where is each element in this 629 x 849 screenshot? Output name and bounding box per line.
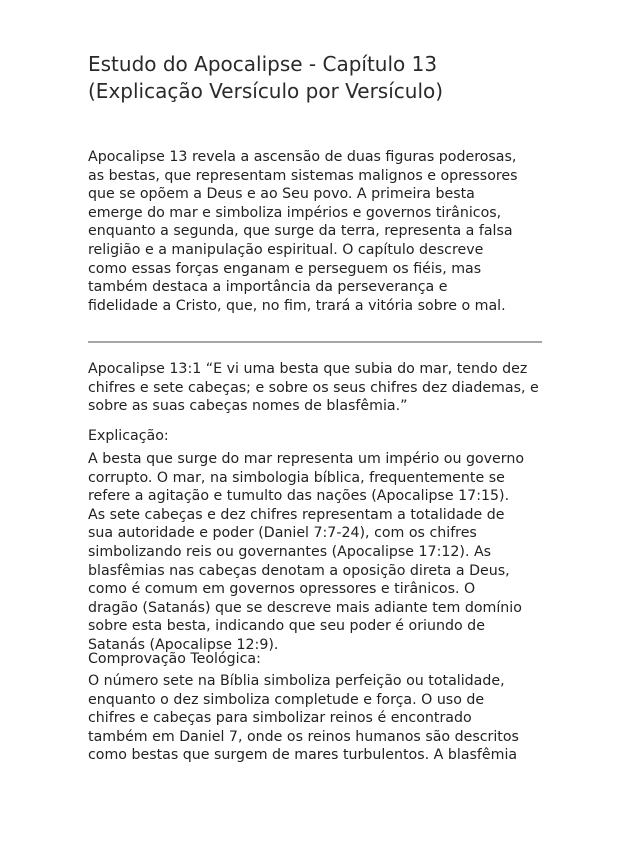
- verse-line: sobre as suas cabeças nomes de blasfêmia.”: [88, 398, 408, 415]
- verse-paragraph: [88, 360, 558, 416]
- theology-line: também em Daniel 7, onde os reinos humanos são descritos: [88, 728, 519, 745]
- intro-line: emerge do mar e simboliza impérios e governos tirânicos,: [88, 204, 502, 221]
- section-divider: [88, 341, 542, 343]
- explanation-line: dragão (Satanás) que se descreve mais adiante tem domínio: [88, 599, 522, 616]
- verse-line: Apocalipse 13:1 “E vi uma besta que subia do mar, tendo dez: [88, 361, 528, 377]
- title-line: Estudo do Apocalipse - Capítulo 13: [88, 52, 438, 76]
- verse-line: chifres e sete cabeças; e sobre os seus chifres dez diademas, e: [88, 379, 539, 396]
- explanation-line: A besta que surge do mar representa um império ou governo: [88, 451, 525, 467]
- theology-line: como bestas que surgem de mares turbulentos. A blasfêmia: [88, 747, 518, 764]
- explanation-heading: Explicação:: [88, 428, 169, 444]
- explanation-line: sua autoridade e poder (Daniel 7:7-24), com os chifres: [88, 525, 477, 542]
- explanation-line: sobre esta besta, indicando que seu poder é oriundo de: [88, 618, 485, 635]
- intro-line: também destaca a importância da perseverança e: [88, 279, 448, 296]
- explanation-line: como é comum em governos opressores e tirânicos. O: [88, 581, 476, 598]
- theology-line: enquanto o dez simboliza completude e força. O uso de: [88, 691, 485, 708]
- intro-line: religião e a manipulação espiritual. O capítulo descreve: [88, 241, 484, 258]
- explanation-line: corrupto. O mar, na simbologia bíblica, frequentemente se: [88, 469, 505, 486]
- explanation-line: blasfêmias nas cabeças denotam a oposição direta a Deus,: [88, 562, 510, 579]
- theology-paragraph: [88, 672, 558, 765]
- intro-line: fidelidade a Cristo, que, no fim, trará a vitória sobre o mal.: [88, 297, 506, 314]
- page-title: [88, 51, 558, 105]
- theology-line: chifres e cabeças para simbolizar reinos é encontrado: [88, 710, 472, 727]
- theology-heading: Comprovação Teológica:: [88, 651, 261, 667]
- title-line: (Explicação Versículo por Versículo): [88, 79, 444, 103]
- explanation-line: As sete cabeças e dez chifres representam a totalidade de: [88, 506, 505, 523]
- intro-paragraph: [88, 148, 558, 315]
- explanation-line: simbolizando reis ou governantes (Apocalipse 17:12). As: [88, 543, 492, 560]
- explanation-line: Satanás (Apocalipse 12:9).: [88, 636, 279, 653]
- intro-line: Apocalipse 13 revela a ascensão de duas figuras poderosas,: [88, 149, 517, 165]
- theology-line: O número sete na Bíblia simboliza perfeição ou totalidade,: [88, 673, 505, 689]
- intro-line: enquanto a segunda, que surge da terra, representa a falsa: [88, 223, 513, 240]
- intro-line: que se opõem a Deus e ao Seu povo. A primeira besta: [88, 186, 475, 203]
- explanation-paragraph: [88, 450, 558, 655]
- intro-line: as bestas, que representam sistemas malignos e opressores: [88, 167, 518, 184]
- explanation-line: refere a agitação e tumulto das nações (Apocalipse 17:15).: [88, 488, 510, 505]
- intro-line: como essas forças enganam e perseguem os fiéis, mas: [88, 260, 482, 277]
